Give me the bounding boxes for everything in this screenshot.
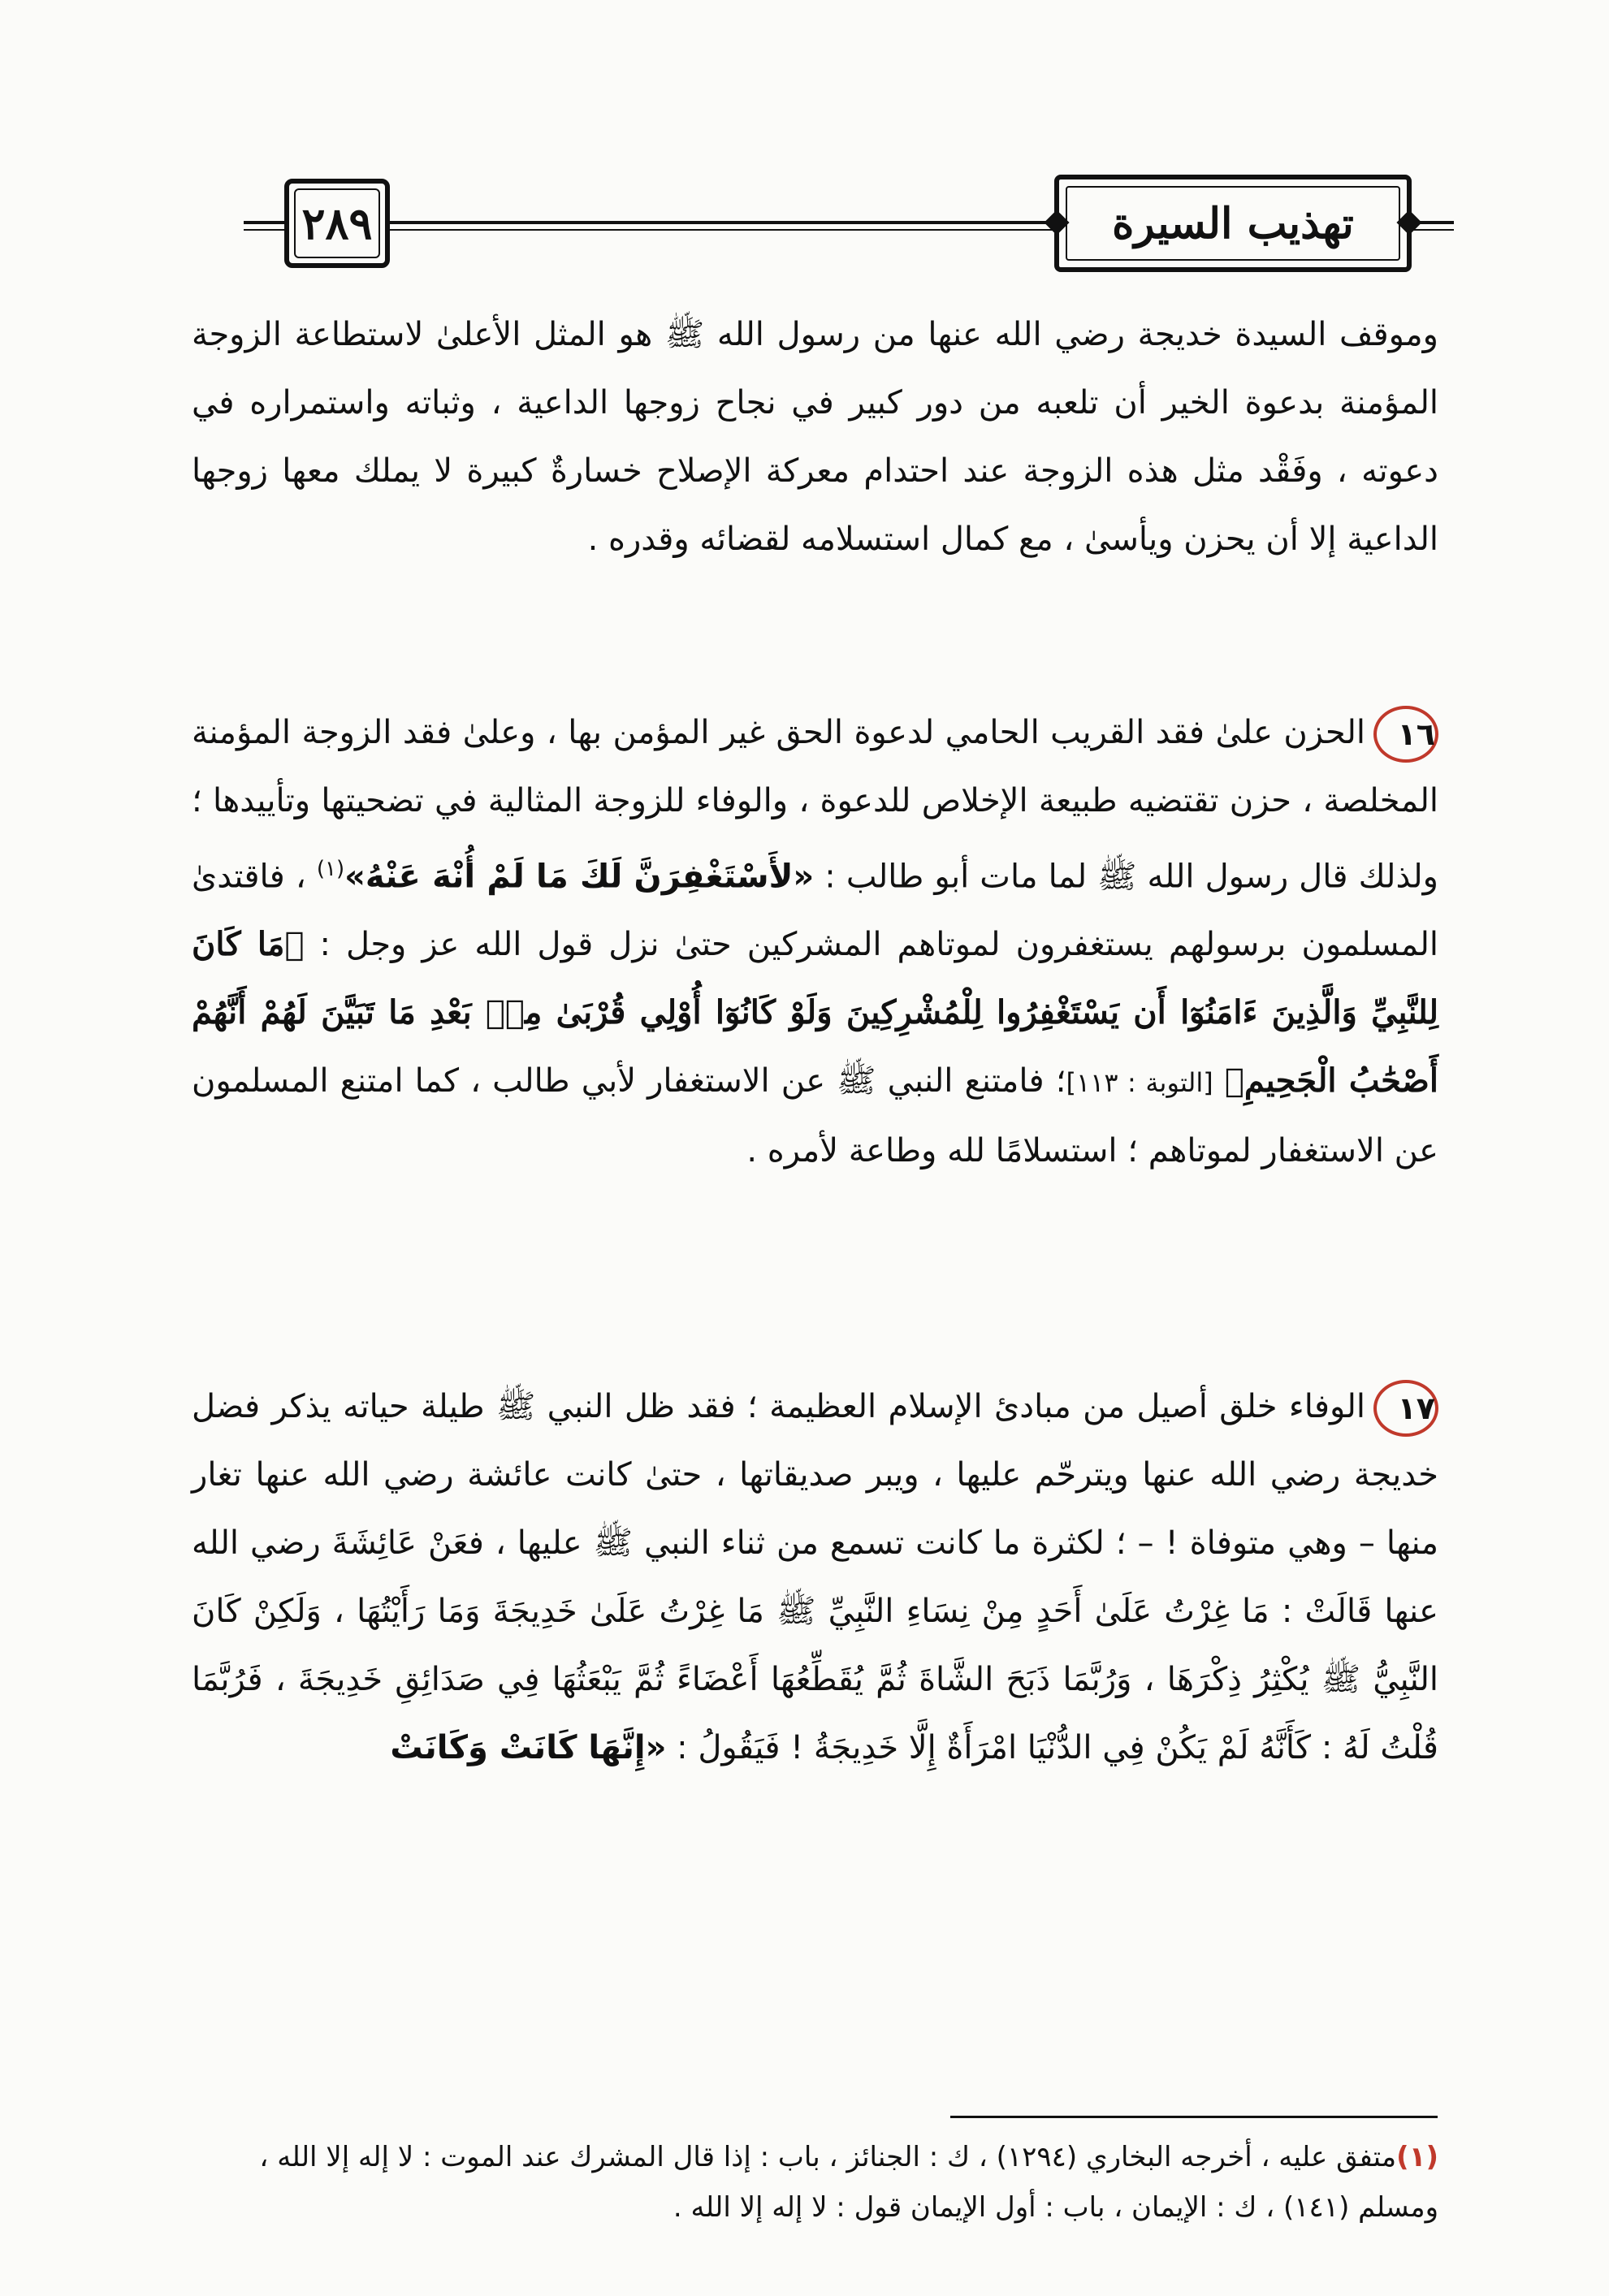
- hadith-quote: «لأَسْتَغْفِرَنَّ لَكَ مَا لَمْ أُنْهَ عَنْهُ»: [344, 858, 815, 896]
- page-number: ٢٨٩: [301, 197, 373, 249]
- paragraph-1: [192, 301, 1438, 573]
- quran-verse: ﴿مَا كَانَ لِلنَّبِيِّ وَالَّذِينَ ءَامَنُوٓا أَن يَسْتَغْفِرُوا لِلْمُشْرِكِينَ وَلَوْ كَانُوٓا أُوْلِي قُرْبَىٰ مِنۢ بَعْدِ مَا تَبَيَّنَ لَهُمْ أَنَّهُمْ أَصْحَٰبُ الْجَحِيمِ﴾: [192, 925, 1439, 1100]
- text-run: الوفاء خلق أصيل من مبادئ الإسلام العظيمة ؛ فقد ظل النبي ﷺ طيلة حياته يذكر فضل خديجة رضي الله عنها ويترحّم عليها ، ويبر صديقاتها ، حتىٰ كانت عائشة رضي الله عنها تغار منها – وهي متوفاة ! – ؛ لكثرة ما كانت تسمع من ثناء النبي ﷺ عليها ، فعَنْ عَائِشَةَ رضي الله عنها قَالَتْ : مَا غِرْتُ عَلَىٰ أَحَدٍ مِنْ نِسَاءِ النَّبِيِّ ﷺ مَا غِرْتُ عَلَىٰ خَدِيجَةَ وَمَا رَأَيْتُهَا ، وَلَكِنْ كَانَ النَّبِيُّ ﷺ يُكْثِرُ ذِكْرَهَا ، وَرُبَّمَا ذَبَحَ الشَّاةَ ثُمَّ يُقَطِّعُهَا أَعْضَاءً ثُمَّ يَبْعَثُهَا فِي صَدَائِقِ خَدِيجَةَ ، فَرُبَّمَا قُلْتُ لَهُ : كَأَنَّهُ لَمْ يَكُنْ فِي الدُّنْيَا امْرَأَةٌ إِلَّا خَدِيجَةُ ! فَيَقُولُ :: [192, 1388, 1438, 1766]
- paragraph-text: [192, 1373, 1438, 1782]
- ornament-icon: [1044, 210, 1069, 235]
- text-run: الحزن علىٰ فقد القريب الحامي لدعوة الحق غير المؤمن بها ، وعلىٰ فقد الزوجة المؤمنة المخلصة ، حزن تقتضيه طبيعة الإخلاص للدعوة ، والوفاء للزوجة المثالية في تضحيتها وتأييدها ؛ ولذلك قال رسول الله ﷺ لما مات أبو طالب :: [192, 714, 1438, 896]
- text-run: ، فاقتدىٰ المسلمون برسولهم يستغفرون لموتاهم المشركين حتىٰ نزل قول الله عز وجل :: [192, 858, 1438, 964]
- verse-reference: [التوبة : ١١٣]: [1066, 1067, 1213, 1099]
- point-number-badge: ١٦: [1373, 706, 1438, 763]
- footnote-reference: (١): [316, 857, 345, 881]
- point-number-badge: ١٧: [1373, 1380, 1438, 1437]
- header-rule: [1409, 229, 1454, 231]
- paragraph-text: [192, 698, 1438, 1185]
- hadith-quote: «إِنَّهَا كَانَتْ وَكَانَتْ: [390, 1729, 667, 1766]
- footnote-text: متفق عليه ، أخرجه البخاري (١٢٩٤) ، ك : الجنائز ، باب : إذا قال المشرك عند الموت : لا إله إلا الله ، ومسلم (١٤١) ، ك : الإيمان ، باب : أول الإيمان قول : لا إله إلا الله .: [259, 2141, 1438, 2224]
- paragraph-17: [192, 1373, 1438, 1782]
- header-rule: [388, 221, 1054, 224]
- footnote-marker: (١): [1396, 2141, 1438, 2173]
- book-title-frame: [1054, 175, 1412, 272]
- footnote-separator: [950, 2116, 1438, 2118]
- footnotes: [192, 2132, 1438, 2233]
- paragraph-text: وموقف السيدة خديجة رضي الله عنها من رسول الله ﷺ هو المثل الأعلىٰ لاستطاعة الزوجة المؤمنة بدعوة الخير أن تلعبه من دور كبير في نجاح زوجها الداعية ، وثباته واستمراره في دعوته ، وفَقْد مثل هذه الزوجة عند احتدام معركة الإصلاح خسارةٌ كبيرة لا يملك معها زوجها الداعية إلا أن يحزن ويأسىٰ ، مع كمال استسلامه لقضائه وقدره .: [192, 316, 1438, 558]
- page-number-frame: [284, 179, 390, 268]
- book-title: تهذيب السيرة: [1112, 198, 1354, 249]
- header-rule: [388, 229, 1054, 231]
- text-run: ؛ فامتنع النبي ﷺ عن الاستغفار لأبي طالب ، كما امتنع المسلمون عن الاستغفار لموتاهم ؛ استسلامًا لله وطاعة لأمره .: [192, 1062, 1438, 1170]
- paragraph-16: [192, 698, 1438, 1185]
- ornament-icon: [1396, 210, 1421, 235]
